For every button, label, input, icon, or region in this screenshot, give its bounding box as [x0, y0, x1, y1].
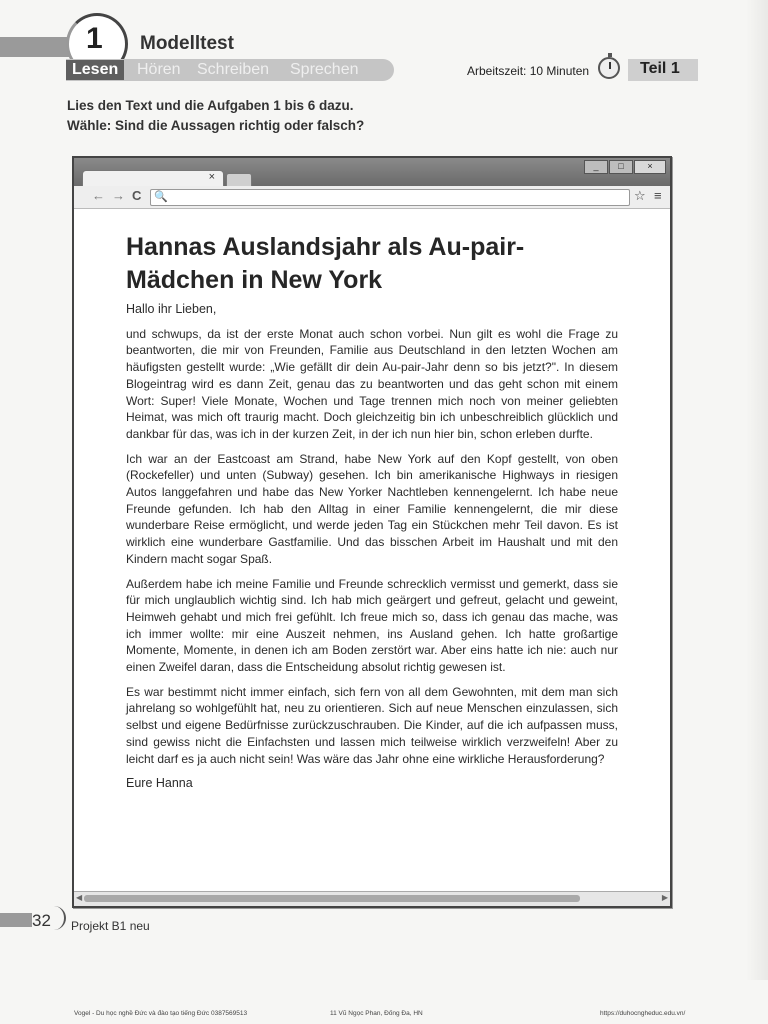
tab-sprechen: Sprechen: [290, 61, 359, 78]
scroll-right-icon[interactable]: ▶: [661, 893, 668, 902]
window-controls: [584, 160, 666, 174]
page-edge-shadow: [746, 0, 768, 980]
browser-toolbar: [74, 186, 670, 209]
scroll-left-icon[interactable]: ◀: [76, 893, 83, 902]
instruction-line-2: Wähle: Sind die Aussagen richtig oder falsch?: [67, 118, 365, 133]
section-title: Modelltest: [140, 33, 234, 54]
tab-close-icon[interactable]: ×: [208, 171, 215, 183]
blog-content: [84, 209, 660, 890]
search-icon: 🔍: [154, 191, 168, 203]
page-number: 32: [32, 911, 51, 930]
stopwatch-icon: [598, 57, 620, 79]
address-bar[interactable]: [150, 189, 630, 206]
page-number-bracket: [54, 906, 66, 930]
scrollbar-thumb[interactable]: [84, 895, 580, 902]
credit-middle: 11 Vũ Ngọc Phan, Đống Đa, HN: [330, 1010, 423, 1017]
forward-arrow-icon[interactable]: →: [112, 188, 125, 203]
book-title: Projekt B1 neu: [71, 919, 150, 933]
unit-number: 1: [86, 22, 103, 55]
browser-titlebar: [74, 158, 670, 186]
credit-url[interactable]: https://duhocngheduc.edu.vn/: [600, 1010, 686, 1017]
paragraph-1: und schwups, da ist der erste Monat auch schon vorbei. Nun gilt es wohl die Frage zu beantworten, die mir von Freunden, Familie aus Deutschland in den letzten Wochen am häufigsten gestellt wurde: „Wie gefällt dir dein Au-pair-Jahr denn so bis jetzt?". In diesem Blogeintrag wird es dann Zeit, genau das zu beantworten und das geht schon mit einem Wort: Super! Viele Monate, Wochen und Tage trennen mich noch von meiner geliebten Heimat, was mich oft traurig macht. Doch gleichzeitig bin ich unbeschreiblich glücklich und dankbar für das, was ich in der kurzen Zeit, in der ich nun hier bin, schon erleben durfte.: [126, 326, 618, 441]
tab-schreiben: Schreiben: [197, 61, 270, 78]
part-label: Teil 1: [640, 60, 680, 77]
article-title: Hannas Auslandsjahr als Au-pair-Mädchen in New York: [126, 233, 525, 294]
paragraph-4: Es war bestimmt nicht immer einfach, sich fern von all dem Gewohnten, mit dem man sich jahrelang so wohlgefühlt hat, neu zu orientieren. Sich auf neue Menschen einzulassen, sich selbst und eigene Bedürfnisse zurückzuschrauben. Die Kinder, auf die ich aufpassen muss, sind gewiss nicht die Einfachsten und lassen mich teilweise wirklich verzweifeln! Aber zu leicht darf es ja auch nicht sein! Was wäre das Jahr ohne eine wirkliche Herausforderung?: [126, 684, 618, 766]
menu-icon[interactable]: ≡: [654, 188, 662, 203]
minimize-icon[interactable]: _: [584, 160, 608, 174]
close-icon[interactable]: ×: [634, 160, 666, 174]
browser-window: [72, 156, 672, 908]
browser-tab[interactable]: [82, 170, 224, 187]
tab-hoeren: Hören: [137, 61, 181, 78]
new-tab-button[interactable]: [226, 173, 252, 186]
signoff: Eure Hanna: [126, 776, 193, 791]
time-limit: Arbeitszeit: 10 Minuten: [467, 64, 590, 78]
bookmark-star-icon[interactable]: ☆: [634, 188, 646, 203]
horizontal-scrollbar[interactable]: [74, 891, 670, 906]
header-bar: [0, 37, 72, 57]
maximize-icon[interactable]: □: [609, 160, 633, 174]
tab-lesen: Lesen: [66, 60, 124, 80]
instruction-line-1: Lies den Text und die Aufgaben 1 bis 6 dazu.: [67, 98, 354, 113]
back-arrow-icon[interactable]: ←: [92, 188, 105, 203]
reload-icon[interactable]: C: [132, 188, 142, 203]
paragraph-3: Außerdem habe ich meine Familie und Freunde schrecklich vermisst und gemerkt, dass sie für mich unglaublich wichtig sind. Ich hab mich geärgert und gefreut, gelacht und geweint, Heimweh gehabt und mich frei gefühlt. Ich freue mich so, dass ich genau das mache, was ich immer wollte: mir eine Auszeit nehmen, ins Ausland gehen. Ich hatte großartige Momente, Momente, in denen ich am Boden zerstört war. Aber eins hatte ich nie: auch nur einen Zweifel daran, dass die Entscheidung absolut richtig gewesen ist.: [126, 576, 618, 675]
credit-left: Vogel - Du học nghề Đức và đào tạo tiếng Đức 0387569513: [74, 1010, 248, 1017]
footer-bar: [0, 913, 32, 927]
greeting: Hallo ihr Lieben,: [126, 302, 217, 316]
paragraph-2: Ich war an der Eastcoast am Strand, habe New York auf den Kopf gestellt, von oben (Rockefeller) und unten (Subway) gesehen. Ich bin amerikanische Highways in riesigen Autos langgefahren und habe das New Yorker Nachtleben kennengelernt. Ich habe neue Freunde gefunden. Ich hab den Alltag in einer Familie kennengelernt, die mir diese wunderbare Reise ermöglicht, und werde jeden Tag ein Stückchen mehr Teil davon. Es ist wirklich eine wunderbare Gastfamilie. Und das bisschen Arbeit im Haushalt und mit den Kindern macht sogar Spaß.: [126, 451, 618, 566]
